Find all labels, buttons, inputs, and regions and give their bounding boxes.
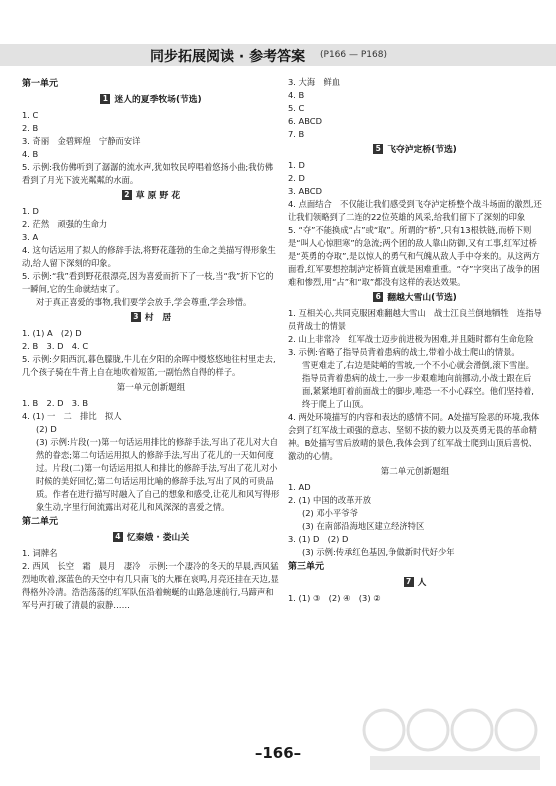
answer-line: 2. 茫然 顽强的生命力 (22, 219, 108, 229)
section-number-badge: 6 (373, 292, 383, 302)
answer-line: 1. 词牌名 (22, 548, 58, 558)
answer-line: 4. (1) 一 二 排比 拟人 (22, 411, 122, 421)
group-heading: 第二单元创新题组 (380, 467, 450, 477)
section-number-badge: 4 (113, 532, 123, 542)
section-heading (22, 94, 280, 107)
section-heading (22, 532, 280, 545)
answer-line: 1. (1) ③ (2) ④ (3) ② (288, 593, 381, 603)
answer-line: 5. C (288, 103, 305, 113)
answer-line: 3. ABCD (288, 186, 322, 196)
answer-line: 1. D (22, 206, 39, 216)
unit-heading: 第一单元 (22, 79, 59, 89)
section-title: 翻越大雪山(节选) (387, 293, 457, 303)
answer-line: 1. D (288, 160, 305, 170)
answer-line: 2. 西风 长空 霜 晨月 凄冷 示例:一个凄冷的冬天的早晨,西风猛烈地吹着,深蓝色的天空中有几只南飞的大雁在哀鸣,月亮还挂在天边,显得格外冷清。浩浩荡荡的红军队伍沿着蜿蜒的山路急速前行,马蹄声和军号声打破了清晨的寂静…… (22, 561, 279, 610)
section-heading (22, 190, 280, 203)
answer-line: 4. B (22, 149, 39, 159)
answer-line: (3) 示例:传承红色基因,争做新时代好少年 (302, 547, 455, 557)
answer-line: (3) 示例:片段(一)第一句话运用排比的修辞手法,写出了花儿对大自然的眷恋;第二句话运用拟人的修辞手法,写出了花儿的一天如何度过。片段(二)第一句话运用拟人和排比的修辞手法,写出了花儿对小时候的美好回忆;第二句话运用比喻的修辞手法,写出了风的可贵品质。作者在进行描写时融入了自己的想象和感受,让花儿和风写得形象生动,字里行间流露出对花儿和风深深的喜爱之情。 (36, 437, 280, 512)
answer-line: 4. 两处环境描写的内容和表达的感情不同。A处描写险恶的环境,我体会到了红军战士顽强的意志、坚韧不拔的毅力以及英勇无畏的革命精神。B处描写雪后放晴的景色,我体会到了红军战士爬到山顶后喜悦、激动的心情。 (288, 412, 540, 461)
answer-line: 5. 示例:夕阳西沉,暮色朦胧,牛儿在夕阳的余晖中慢悠悠地往村里走去,几个孩子骑在牛背上自在地吹着短笛,一副怡然自得的样子。 (22, 354, 276, 377)
answer-line: 5. 示例:我仿佛听到了潺潺的流水声,犹如牧民哼唱着悠扬小曲;我仿佛看到了月光下波光粼粼的水面。 (22, 162, 274, 185)
answer-line: 2. B 3. D 4. C (22, 341, 89, 351)
group-heading: 第一单元创新题组 (116, 383, 186, 393)
answer-line: 1. (1) A (2) D (22, 328, 82, 338)
answer-line: 3. 奇丽 金碧辉煌 宁静而安详 (22, 136, 141, 146)
answer-line: 2. (1) 中国的改革开放 (288, 495, 372, 505)
section-title: 草 原 野 花 (135, 191, 181, 201)
section-heading (288, 292, 542, 305)
section-number-badge: 2 (122, 190, 132, 200)
page-number: –166– (254, 744, 302, 762)
answer-line: 1. C (22, 110, 39, 120)
section-heading (22, 312, 280, 325)
section-heading (288, 577, 542, 590)
section-number-badge: 1 (100, 94, 110, 104)
section-title: 迷人的夏季牧场(节选) (114, 95, 202, 105)
answer-line: 5. “夺”不能换成“占”或“取”。所谓的“桥”,只有13根铁链,而桥下则是“叫人心惊胆寒”的急流;两个团的敌人靠山防御,又有工事,红军过桥是“英勇的夺取”,是以惊人的勇气和气魄从敌人手中夺来的。从这两方面看,红军要想控制泸定桥简直就是困难重重。“夺”字突出了战争的困难和惨烈,用“占”和“取”都没有这样的表达效果。 (288, 225, 540, 287)
answer-line: 6. ABCD (288, 116, 322, 126)
answer-line: 7. B (288, 129, 305, 139)
answer-line: 5. 示例:“我”看到野花很漂亮,因为喜爱而折下了一枝,当“我”折下它的一瞬间,它的生命就结束了。 (22, 271, 274, 294)
answer-line: 2. 山上非常冷 红军战士迈步前进极为困难,并且随时都有生命危险 (288, 334, 534, 344)
answer-line: 1. 互相关心,共同克服困难翻越大雪山 战士江良兰倒地牺牲 连指导员背战士的情景 (288, 308, 542, 331)
page-title: 同步拓展阅读 · 参考答案 (150, 49, 306, 65)
answer-line: 雪更难走了,右边是陡峭的雪坡,一个不小心就会滑倒,滚下雪崖。指导员背着患病的战士,一步一步艰难地向前挪动,小战士跟在后面,紧紧地盯着前面战士的脚步,唯恐一不小心踩空。他们坚持着,终于爬上了山顶。 (302, 360, 534, 409)
answer-line: 2. D (288, 173, 305, 183)
answer-line: (2) 邓小平爷爷 (302, 508, 358, 518)
page-range: (P166 — P168) (320, 50, 387, 60)
section-title: 飞夺泸定桥(节选) (387, 145, 457, 155)
answer-line: 对于真正喜爱的事物,我们要学会放手,学会尊重,学会珍惜。 (36, 297, 252, 307)
right-column (288, 76, 542, 605)
section-number-badge: 3 (131, 312, 141, 322)
answer-line: 4. 这句话运用了拟人的修辞手法,将野花蓬勃的生命之美描写得形象生动,给人留下深刻的印象。 (22, 245, 276, 268)
answer-line: 3. 大海 鲜血 (288, 77, 341, 87)
answer-line: 2. B (22, 123, 39, 133)
answer-line: (3) 在南部沿海地区建立经济特区 (302, 521, 425, 531)
unit-heading: 第二单元 (22, 517, 59, 527)
answer-line: 3. 示例:省略了指导员背着患病的战士,带着小战士爬山的情景。 (288, 347, 520, 357)
section-title: 村 居 (144, 313, 172, 323)
section-title: 忆秦娥 · 娄山关 (126, 533, 190, 543)
answer-line: 4. 点面结合 不仅能让我们感受到飞夺泸定桥整个战斗场面的激烈,还让我们领略到了二连的22位英雄的风采,给我们留下了深刻的印象 (288, 199, 542, 222)
left-column (22, 76, 280, 612)
answer-line: 3. A (22, 232, 39, 242)
section-number-badge: 5 (373, 144, 383, 154)
answer-line: 1. B 2. D 3. B (22, 398, 89, 408)
section-number-badge: 7 (404, 577, 414, 587)
answer-line: 1. AD (288, 482, 311, 492)
section-heading (288, 144, 542, 157)
section-title: 人 (417, 578, 427, 588)
answer-line: (2) D (36, 424, 57, 434)
answer-line: 3. (1) D (2) D (288, 534, 349, 544)
unit-heading: 第三单元 (288, 562, 325, 572)
watermark-logo (360, 700, 550, 776)
answer-line: 4. B (288, 90, 305, 100)
